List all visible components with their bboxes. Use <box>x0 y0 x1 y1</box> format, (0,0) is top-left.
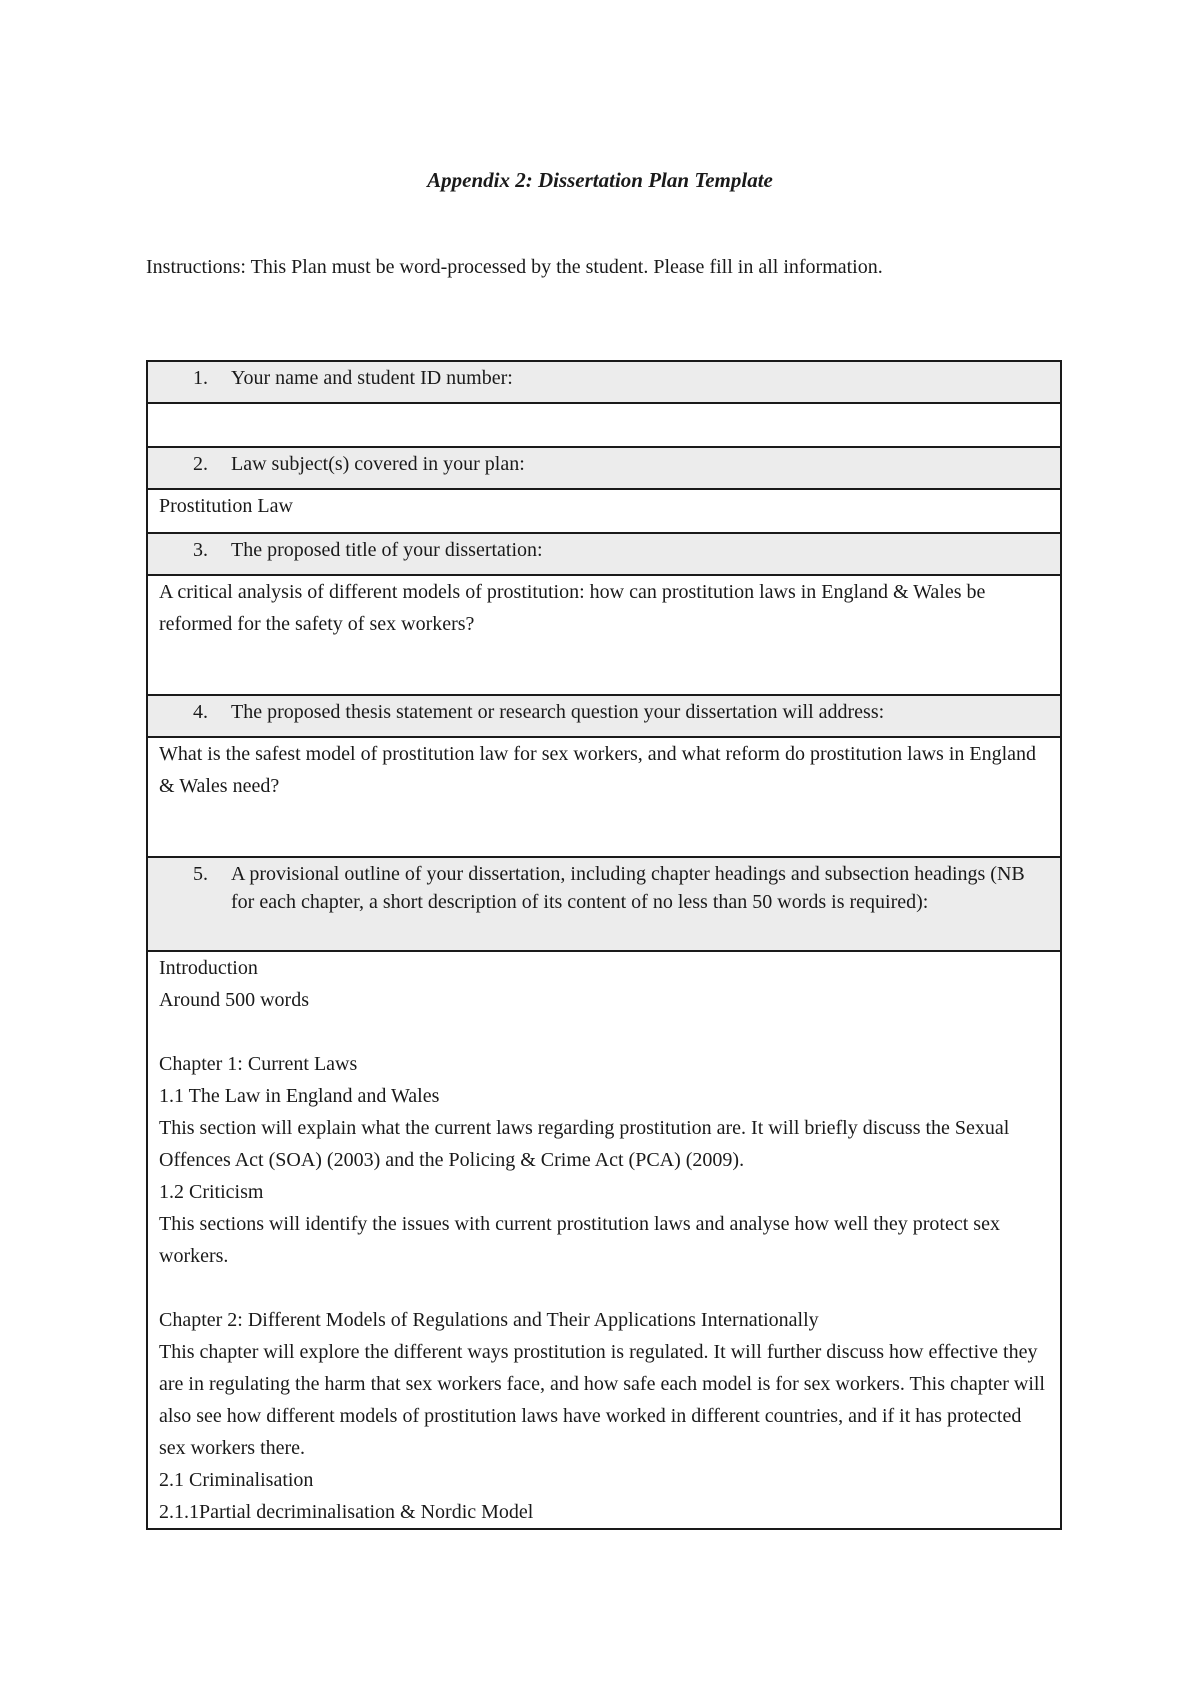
outline-section-2-1-1-heading: 2.1.1Partial decriminalisation & Nordic Model <box>159 1501 534 1523</box>
outline-intro-length: Around 500 words <box>159 989 309 1011</box>
outline-intro-heading: Introduction <box>159 957 258 979</box>
outline-section-1-1-text: This section will explain what the current laws regarding prostitution are. It will briefly discuss the Sexual Offences Act (SOA) (2003) and the Policing & Crime Act (PCA) (2009). <box>159 1117 1010 1171</box>
instructions-text: Instructions: This Plan must be word-processed by the student. Please fill in all information. <box>146 256 883 278</box>
section-5-answer-row <box>147 951 1061 1529</box>
section-4-number: 4. <box>193 701 208 723</box>
outline-section-2-1-heading: 2.1 Criminalisation <box>159 1469 314 1491</box>
section-2-heading-row <box>147 447 1061 489</box>
outline-content <box>147 951 1061 1529</box>
section-1-answer <box>147 403 1061 447</box>
spacer <box>159 1272 1049 1304</box>
outline-chapter-2-text: This chapter will explore the different ways prostitution is regulated. It will further discuss how effective they are in regulating the harm that sex workers face, and how safe each model is for sex workers. This chapter will also see how different models of prostitution laws have worked in different countries, and if it has protected sex workers there. <box>159 1341 1045 1459</box>
dissertation-plan-table <box>146 360 1062 1530</box>
section-3-answer: A critical analysis of different models of prostitution: how can prostitution laws in England & Wales be reformed for the safety of sex workers? <box>147 575 1061 695</box>
section-2-answer-row <box>147 489 1061 533</box>
section-5-number: 5. <box>193 863 208 885</box>
section-1-number: 1. <box>193 367 208 389</box>
section-5-heading: A provisional outline of your dissertation, including chapter headings and subsection headings (NB for each chapter, a short description of its content of no less than 50 words is required): <box>231 863 1025 913</box>
outline-chapter-1-heading: Chapter 1: Current Laws <box>159 1053 358 1075</box>
outline-section-1-1-heading: 1.1 The Law in England and Wales <box>159 1085 440 1107</box>
section-3-number: 3. <box>193 539 208 561</box>
document-title: Appendix 2: Dissertation Plan Template <box>427 168 773 192</box>
section-1-heading-row <box>147 361 1061 403</box>
section-2-number: 2. <box>193 453 208 475</box>
section-4-answer-row <box>147 737 1061 857</box>
section-3-heading: The proposed title of your dissertation: <box>231 539 543 561</box>
section-1-heading: Your name and student ID number: <box>231 367 513 389</box>
outline-section-1-2-text: This sections will identify the issues with current prostitution laws and analyse how well they protect sex workers. <box>159 1213 1000 1267</box>
spacer <box>159 1016 1049 1048</box>
section-1-answer-row <box>147 403 1061 447</box>
section-4-answer: What is the safest model of prostitution law for sex workers, and what reform do prostitution laws in England & Wales need? <box>147 737 1061 857</box>
section-2-answer: Prostitution Law <box>147 489 1061 533</box>
outline-section-1-2-heading: 1.2 Criticism <box>159 1181 264 1203</box>
section-4-heading-row <box>147 695 1061 737</box>
section-2-heading: Law subject(s) covered in your plan: <box>231 453 525 475</box>
outline-chapter-2-heading: Chapter 2: Different Models of Regulations and Their Applications Internationally <box>159 1309 819 1331</box>
section-3-heading-row <box>147 533 1061 575</box>
section-5-heading-row <box>147 857 1061 951</box>
section-4-heading: The proposed thesis statement or research question your dissertation will address: <box>231 701 885 723</box>
section-3-answer-row <box>147 575 1061 695</box>
